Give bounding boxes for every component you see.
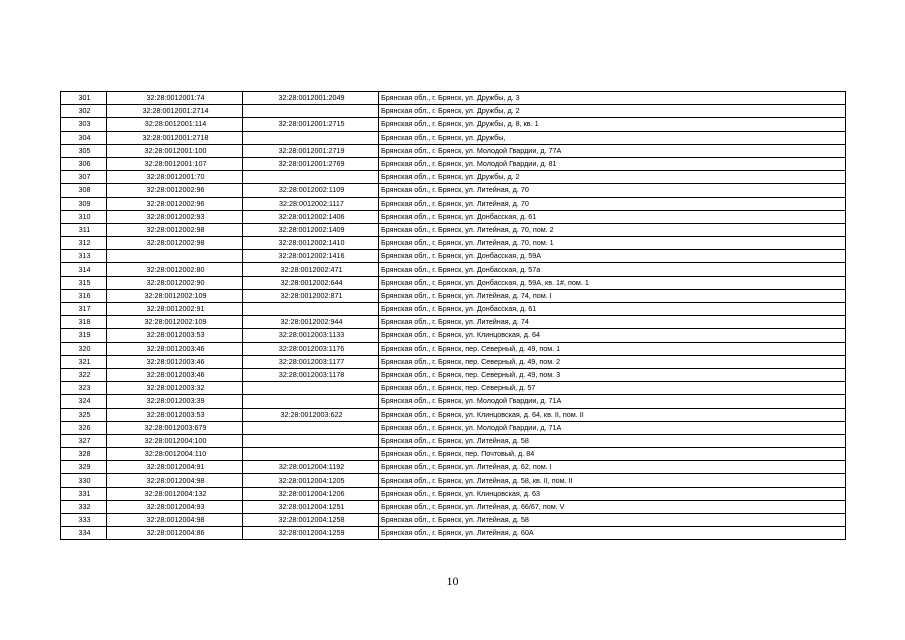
row-number-cell: 327 <box>61 434 107 447</box>
row-number-cell: 303 <box>61 118 107 131</box>
table-row <box>61 421 846 434</box>
cadastral-number-cell: 32:28:0012001:74 <box>107 92 243 105</box>
cadastral-number-cell: 32:28:0012003:679 <box>107 421 243 434</box>
table-row <box>61 487 846 500</box>
address-cell: Брянская обл., г. Брянск, ул. Клинцовская, д. 64 <box>379 329 846 342</box>
building-cadastral-number-cell: 32:28:0012002:944 <box>243 316 379 329</box>
row-number-cell: 314 <box>61 263 107 276</box>
cadastral-number-cell: 32:28:0012002:91 <box>107 303 243 316</box>
building-cadastral-number-cell: 32:28:0012004:1251 <box>243 500 379 513</box>
row-number-cell: 321 <box>61 355 107 368</box>
cadastral-number-cell: 32:28:0012002:96 <box>107 197 243 210</box>
building-cadastral-number-cell: 32:28:0012004:1192 <box>243 461 379 474</box>
address-cell: Брянская обл., г. Брянск, ул. Донбасская, д. 59А <box>379 250 846 263</box>
row-number-cell: 323 <box>61 382 107 395</box>
table-row <box>61 500 846 513</box>
row-number-cell: 331 <box>61 487 107 500</box>
address-cell: Брянская обл., г. Брянск, ул. Литейная, д. 74, пом. I <box>379 289 846 302</box>
table-row <box>61 105 846 118</box>
table-row <box>61 329 846 342</box>
cadastral-number-cell: 32:28:0012002:90 <box>107 276 243 289</box>
address-cell: Брянская обл., г. Брянск, ул. Дружбы, д. 2 <box>379 171 846 184</box>
address-cell: Брянская обл., г. Брянск, ул. Молодой Гвардии, д. 71А <box>379 421 846 434</box>
building-cadastral-number-cell: 32:28:0012001:2049 <box>243 92 379 105</box>
address-cell: Брянская обл., г. Брянск, ул. Молодой Гвардии, д. 81 <box>379 157 846 170</box>
row-number-cell: 311 <box>61 223 107 236</box>
table-row <box>61 303 846 316</box>
table-row <box>61 276 846 289</box>
cadastral-number-cell: 32:28:0012001:70 <box>107 171 243 184</box>
table-row <box>61 342 846 355</box>
address-cell: Брянская обл., г. Брянск, ул. Литейная, д. 66/67, пом. V <box>379 500 846 513</box>
table-row <box>61 514 846 527</box>
row-number-cell: 318 <box>61 316 107 329</box>
cadastral-number-cell: 32:28:0012002:80 <box>107 263 243 276</box>
address-cell: Брянская обл., г. Брянск, ул. Донбасская, д. 61 <box>379 303 846 316</box>
building-cadastral-number-cell: 32:28:0012003:1177 <box>243 355 379 368</box>
address-cell: Брянская обл., г. Брянск, ул. Литейная, д. 58 <box>379 514 846 527</box>
cadastral-number-cell: 32:28:0012004:91 <box>107 461 243 474</box>
address-cell: Брянская обл., г. Брянск, ул. Литейная, д. 70 <box>379 184 846 197</box>
row-number-cell: 325 <box>61 408 107 421</box>
cadastral-number-cell: 32:28:0012004:98 <box>107 474 243 487</box>
row-number-cell: 302 <box>61 105 107 118</box>
table-row <box>61 355 846 368</box>
table-row <box>61 368 846 381</box>
cadastral-number-cell: 32:28:0012003:46 <box>107 355 243 368</box>
building-cadastral-number-cell: 32:28:0012004:1259 <box>243 527 379 540</box>
cadastral-number-cell: 32:28:0012004:132 <box>107 487 243 500</box>
cadastral-number-cell: 32:28:0012002:109 <box>107 316 243 329</box>
building-cadastral-number-cell <box>243 303 379 316</box>
cadastral-number-cell: 32:28:0012003:39 <box>107 395 243 408</box>
table-row <box>61 448 846 461</box>
table-row <box>61 395 846 408</box>
table-row <box>61 382 846 395</box>
table-row <box>61 223 846 236</box>
table-row <box>61 316 846 329</box>
cadastral-number-cell: 32:28:0012003:53 <box>107 329 243 342</box>
table-row <box>61 157 846 170</box>
row-number-cell: 309 <box>61 197 107 210</box>
address-cell: Брянская обл., г. Брянск, ул. Литейная, д. 58, кв. II, пом. II <box>379 474 846 487</box>
building-cadastral-number-cell <box>243 395 379 408</box>
table-row <box>61 527 846 540</box>
table-row <box>61 131 846 144</box>
building-cadastral-number-cell <box>243 131 379 144</box>
building-cadastral-number-cell: 32:28:0012002:1416 <box>243 250 379 263</box>
address-cell: Брянская обл., г. Брянск, ул. Литейная, д. 60А <box>379 527 846 540</box>
table-row <box>61 197 846 210</box>
row-number-cell: 320 <box>61 342 107 355</box>
row-number-cell: 313 <box>61 250 107 263</box>
row-number-cell: 305 <box>61 144 107 157</box>
row-number-cell: 317 <box>61 303 107 316</box>
building-cadastral-number-cell <box>243 434 379 447</box>
table-row <box>61 461 846 474</box>
address-cell: Брянская обл., г. Брянск, ул. Дружбы, д. 3 <box>379 92 846 105</box>
address-cell: Брянская обл., г. Брянск, пер. Северный, д. 57 <box>379 382 846 395</box>
address-cell: Брянская обл., г. Брянск, ул. Клинцовская, д. 64, кв. II, пом. II <box>379 408 846 421</box>
row-number-cell: 333 <box>61 514 107 527</box>
address-cell: Брянская обл., г. Брянск, ул. Дружбы, д. 8, кв. 1 <box>379 118 846 131</box>
building-cadastral-number-cell: 32:28:0012001:2719 <box>243 144 379 157</box>
address-cell: Брянская обл., г. Брянск, ул. Литейная, д. 58 <box>379 434 846 447</box>
building-cadastral-number-cell: 32:28:0012002:1406 <box>243 210 379 223</box>
building-cadastral-number-cell: 32:28:0012002:871 <box>243 289 379 302</box>
cadastral-number-cell: 32:28:0012004:100 <box>107 434 243 447</box>
cadastral-number-cell: 32:28:0012003:46 <box>107 342 243 355</box>
row-number-cell: 306 <box>61 157 107 170</box>
building-cadastral-number-cell: 32:28:0012002:1410 <box>243 237 379 250</box>
row-number-cell: 330 <box>61 474 107 487</box>
building-cadastral-number-cell: 32:28:0012002:471 <box>243 263 379 276</box>
table-row <box>61 184 846 197</box>
address-cell: Брянская обл., г. Брянск, ул. Клинцовская, д. 63 <box>379 487 846 500</box>
row-number-cell: 332 <box>61 500 107 513</box>
row-number-cell: 329 <box>61 461 107 474</box>
building-cadastral-number-cell <box>243 105 379 118</box>
cadastral-number-cell: 32:28:0012002:96 <box>107 184 243 197</box>
table-row <box>61 144 846 157</box>
address-cell: Брянская обл., г. Брянск, ул. Молодой Гвардии, д. 77А <box>379 144 846 157</box>
cadastral-number-cell: 32:28:0012002:93 <box>107 210 243 223</box>
row-number-cell: 334 <box>61 527 107 540</box>
building-cadastral-number-cell: 32:28:0012002:1409 <box>243 223 379 236</box>
cadastral-number-cell: 32:28:0012004:86 <box>107 527 243 540</box>
building-cadastral-number-cell: 32:28:0012001:2769 <box>243 157 379 170</box>
table-row <box>61 237 846 250</box>
row-number-cell: 319 <box>61 329 107 342</box>
cadastral-number-cell: 32:28:0012002:98 <box>107 237 243 250</box>
table-row <box>61 263 846 276</box>
building-cadastral-number-cell: 32:28:0012004:1205 <box>243 474 379 487</box>
table-row <box>61 210 846 223</box>
row-number-cell: 322 <box>61 368 107 381</box>
building-cadastral-number-cell: 32:28:0012003:1176 <box>243 342 379 355</box>
address-cell: Брянская обл., г. Брянск, ул. Донбасская, д. 61 <box>379 210 846 223</box>
row-number-cell: 328 <box>61 448 107 461</box>
table-row <box>61 408 846 421</box>
building-cadastral-number-cell: 32:28:0012001:2715 <box>243 118 379 131</box>
cadastral-number-cell: 32:28:0012002:98 <box>107 223 243 236</box>
building-cadastral-number-cell: 32:28:0012003:1133 <box>243 329 379 342</box>
cadastral-number-cell: 32:28:0012004:110 <box>107 448 243 461</box>
table-row <box>61 118 846 131</box>
row-number-cell: 310 <box>61 210 107 223</box>
address-cell: Брянская обл., г. Брянск, ул. Донбасская, д. 59А, кв. 1#, пом. 1 <box>379 276 846 289</box>
table-body <box>61 92 846 540</box>
row-number-cell: 304 <box>61 131 107 144</box>
building-cadastral-number-cell: 32:28:0012004:1206 <box>243 487 379 500</box>
address-cell: Брянская обл., г. Брянск, ул. Дружбы, <box>379 131 846 144</box>
building-cadastral-number-cell: 32:28:0012002:1117 <box>243 197 379 210</box>
cadastral-number-cell: 32:28:0012001:2714 <box>107 105 243 118</box>
row-number-cell: 312 <box>61 237 107 250</box>
building-cadastral-number-cell: 32:28:0012004:1258 <box>243 514 379 527</box>
cadastral-number-cell: 32:28:0012001:2718 <box>107 131 243 144</box>
cadastral-number-cell: 32:28:0012004:98 <box>107 514 243 527</box>
building-cadastral-number-cell <box>243 448 379 461</box>
row-number-cell: 316 <box>61 289 107 302</box>
table-row <box>61 92 846 105</box>
address-cell: Брянская обл., г. Брянск, ул. Молодой Гвардии, д. 71А <box>379 395 846 408</box>
building-cadastral-number-cell <box>243 382 379 395</box>
page-number: 10 <box>446 574 459 588</box>
row-number-cell: 315 <box>61 276 107 289</box>
building-cadastral-number-cell: 32:28:0012003:1178 <box>243 368 379 381</box>
row-number-cell: 301 <box>61 92 107 105</box>
address-cell: Брянская обл., г. Брянск, ул. Литейная, д. 62, пом. I <box>379 461 846 474</box>
cadastral-number-cell: 32:28:0012004:93 <box>107 500 243 513</box>
address-cell: Брянская обл., г. Брянск, пер. Северный, д. 49, пом. 1 <box>379 342 846 355</box>
table-row <box>61 434 846 447</box>
building-cadastral-number-cell: 32:28:0012003:622 <box>243 408 379 421</box>
address-cell: Брянская обл., г. Брянск, ул. Донбасская, д. 57а <box>379 263 846 276</box>
cadastral-number-cell: 32:28:0012001:100 <box>107 144 243 157</box>
cadastral-number-cell: 32:28:0012001:114 <box>107 118 243 131</box>
cadastral-table <box>60 91 846 540</box>
building-cadastral-number-cell: 32:28:0012002:644 <box>243 276 379 289</box>
cadastral-number-cell: 32:28:0012003:32 <box>107 382 243 395</box>
row-number-cell: 326 <box>61 421 107 434</box>
table-row <box>61 250 846 263</box>
address-cell: Брянская обл., г. Брянск, пер. Почтовый, д. 84 <box>379 448 846 461</box>
table-row <box>61 289 846 302</box>
building-cadastral-number-cell: 32:28:0012002:1109 <box>243 184 379 197</box>
building-cadastral-number-cell <box>243 171 379 184</box>
row-number-cell: 324 <box>61 395 107 408</box>
table-row <box>61 474 846 487</box>
table-row <box>61 171 846 184</box>
cadastral-number-cell: 32:28:0012001:107 <box>107 157 243 170</box>
address-cell: Брянская обл., г. Брянск, пер. Северный, д. 49, пом. 3 <box>379 368 846 381</box>
cadastral-number-cell: 32:28:0012002:109 <box>107 289 243 302</box>
address-cell: Брянская обл., г. Брянск, ул. Литейная, д. 70, пом. 2 <box>379 223 846 236</box>
address-cell: Брянская обл., г. Брянск, ул. Литейная, д. 70 <box>379 197 846 210</box>
cadastral-number-cell: 32:28:0012003:53 <box>107 408 243 421</box>
address-cell: Брянская обл., г. Брянск, ул. Литейная, д. 70, пом. 1 <box>379 237 846 250</box>
address-cell: Брянская обл., г. Брянск, ул. Дружбы, д. 2 <box>379 105 846 118</box>
cadastral-number-cell: 32:28:0012003:46 <box>107 368 243 381</box>
row-number-cell: 308 <box>61 184 107 197</box>
building-cadastral-number-cell <box>243 421 379 434</box>
row-number-cell: 307 <box>61 171 107 184</box>
address-cell: Брянская обл., г. Брянск, ул. Литейная, д. 74 <box>379 316 846 329</box>
address-cell: Брянская обл., г. Брянск, пер. Северный, д. 49, пом. 2 <box>379 355 846 368</box>
cadastral-number-cell <box>107 250 243 263</box>
